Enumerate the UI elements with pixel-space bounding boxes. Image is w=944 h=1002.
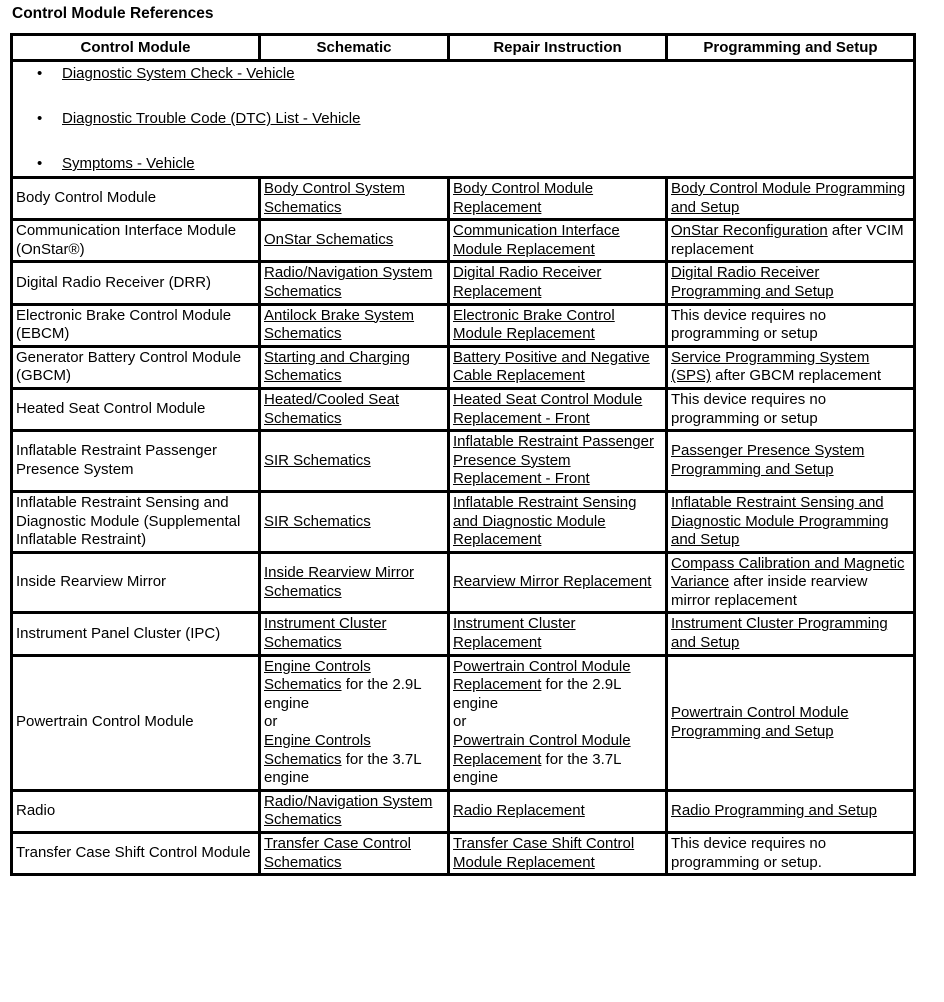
module-name-cell: Inside Rearview Mirror: [12, 552, 260, 613]
general-links-cell: [12, 61, 915, 178]
schematic-text: for the 2.9L engine: [264, 676, 422, 712]
programming-link[interactable]: Powertrain Control Module Programming and Setup: [671, 704, 849, 740]
repair-link[interactable]: Inflatable Restraint Passenger Presence System Replacement - Front: [453, 433, 654, 488]
programming-text: after inside rearview mirror replacement: [671, 573, 868, 609]
programming-link[interactable]: Compass Calibration and Magnetic Variance: [671, 554, 905, 591]
schematic-link[interactable]: Body Control System Schematics: [264, 180, 405, 216]
repair-link[interactable]: Transfer Case Shift Control Module Replacement: [453, 835, 635, 871]
header-repair-instruction: Repair Instruction: [449, 35, 667, 61]
schematic-link[interactable]: Transfer Case Control Schematics: [264, 835, 411, 871]
programming-link[interactable]: Radio Programming and Setup: [671, 802, 877, 820]
header-programming-setup: Programming and Setup: [667, 35, 915, 61]
schematic-link[interactable]: Radio/Navigation System Schematics: [264, 792, 433, 829]
schematic-link[interactable]: OnStar Schematics: [264, 231, 394, 249]
repair-link[interactable]: Instrument Cluster Replacement: [453, 615, 576, 652]
header-schematic: Schematic: [260, 35, 449, 61]
table-row: [12, 304, 915, 346]
programming-text: This device requires no programming or setup: [671, 306, 827, 343]
repair-link[interactable]: Digital Radio Receiver Replacement: [453, 264, 602, 300]
table-row: [12, 262, 915, 304]
general-link-item: [16, 109, 910, 128]
page-title: Control Module References: [12, 5, 214, 22]
table-row: [12, 178, 915, 220]
module-name-cell: Electronic Brake Control Module (EBCM): [12, 304, 260, 346]
programming-cell: [667, 346, 915, 388]
programming-cell: [667, 613, 915, 655]
repair-cell: [449, 833, 667, 875]
schematic-cell: [260, 388, 449, 430]
schematic-link[interactable]: SIR Schematics: [264, 451, 371, 469]
table-row: [12, 833, 915, 875]
schematic-cell: [260, 431, 449, 492]
repair-link[interactable]: Electronic Brake Control Module Replacement: [453, 306, 615, 343]
table-row: [12, 431, 915, 492]
programming-link[interactable]: Passenger Presence System Programming and Setup: [671, 442, 865, 479]
programming-link[interactable]: Inflatable Restraint Sensing and Diagnostic Module Programming and Setup: [671, 493, 889, 549]
dtc-list-link[interactable]: Diagnostic Trouble Code (DTC) List - Vehicle: [62, 110, 361, 127]
module-name-cell: Generator Battery Control Module (GBCM): [12, 346, 260, 388]
module-name-cell: Inflatable Restraint Passenger Presence System: [12, 431, 260, 492]
table-row: [12, 388, 915, 430]
module-name-cell: Body Control Module: [12, 178, 260, 220]
bullet-icon: •: [37, 155, 43, 172]
repair-text: or: [453, 713, 467, 731]
general-link-item: [16, 154, 910, 173]
repair-cell: [449, 178, 667, 220]
schematic-link[interactable]: Heated/Cooled Seat Schematics: [264, 390, 400, 427]
repair-link[interactable]: Communication Interface Module Replacement: [453, 222, 620, 258]
schematic-cell: [260, 613, 449, 655]
schematic-link[interactable]: Inside Rearview Mirror Schematics: [264, 563, 415, 600]
schematic-cell: [260, 304, 449, 346]
repair-cell: [449, 491, 667, 552]
module-name-cell: Instrument Panel Cluster (IPC): [12, 613, 260, 655]
general-link-item: [16, 64, 910, 83]
repair-cell: [449, 262, 667, 304]
module-name-cell: Radio: [12, 790, 260, 832]
programming-link[interactable]: Digital Radio Receiver Programming and Setup: [671, 264, 834, 300]
schematic-link[interactable]: Starting and Charging Schematics: [264, 348, 410, 385]
table-row: [12, 346, 915, 388]
repair-link[interactable]: Rearview Mirror Replacement: [453, 573, 652, 591]
repair-cell: [449, 220, 667, 262]
module-name-cell: Powertrain Control Module: [12, 655, 260, 790]
table-row: [12, 790, 915, 832]
programming-cell: [667, 655, 915, 790]
table-row: [12, 220, 915, 262]
repair-link[interactable]: Powertrain Control Module Replacement: [453, 732, 631, 768]
repair-cell: [449, 552, 667, 613]
repair-cell: [449, 388, 667, 430]
header-control-module: Control Module: [12, 35, 260, 61]
programming-cell: [667, 552, 915, 613]
repair-cell: [449, 790, 667, 832]
schematic-link[interactable]: Instrument Cluster Schematics: [264, 615, 387, 652]
programming-text: This device requires no programming or setup.: [671, 835, 827, 871]
programming-cell: [667, 491, 915, 552]
diagnostic-system-check-link[interactable]: Diagnostic System Check - Vehicle: [62, 65, 295, 82]
schematic-link[interactable]: SIR Schematics: [264, 512, 371, 530]
schematic-cell: [260, 790, 449, 832]
schematic-cell: [260, 220, 449, 262]
repair-text: for the 3.7L engine: [453, 750, 621, 787]
repair-link[interactable]: Powertrain Control Module Replacement: [453, 657, 631, 694]
control-module-table: [10, 33, 916, 876]
programming-cell: [667, 304, 915, 346]
programming-link[interactable]: Body Control Module Programming and Setup: [671, 180, 906, 216]
bullet-icon: •: [37, 65, 43, 82]
schematic-link[interactable]: Antilock Brake System Schematics: [264, 306, 415, 343]
table-row: [12, 491, 915, 552]
schematic-cell: [260, 833, 449, 875]
schematic-link[interactable]: Engine Controls Schematics: [264, 657, 371, 694]
schematic-cell: [260, 262, 449, 304]
programming-cell: [667, 790, 915, 832]
schematic-cell: [260, 346, 449, 388]
programming-cell: [667, 262, 915, 304]
repair-cell: [449, 346, 667, 388]
repair-link[interactable]: Inflatable Restraint Sensing and Diagnostic Module Replacement: [453, 493, 637, 549]
repair-link[interactable]: Radio Replacement: [453, 802, 585, 820]
repair-text: for the 2.9L engine: [453, 676, 621, 712]
schematic-cell: [260, 491, 449, 552]
repair-cell: [449, 304, 667, 346]
table-row: [12, 552, 915, 613]
programming-text: after VCIM replacement: [671, 222, 904, 258]
repair-link[interactable]: Heated Seat Control Module Replacement - Front: [453, 390, 643, 427]
module-name-cell: Inflatable Restraint Sensing and Diagnostic Module (Supplemental Inflatable Restraint): [12, 491, 260, 552]
table-row: [12, 655, 915, 790]
programming-cell: [667, 431, 915, 492]
table-row: [12, 613, 915, 655]
programming-cell: [667, 220, 915, 262]
programming-text: This device requires no programming or setup: [671, 390, 827, 427]
bullet-icon: •: [37, 110, 43, 127]
programming-cell: [667, 833, 915, 875]
schematic-cell: [260, 178, 449, 220]
repair-link[interactable]: Battery Positive and Negative Cable Replacement: [453, 348, 650, 385]
symptoms-link[interactable]: Symptoms - Vehicle: [62, 155, 195, 172]
general-links-row: [12, 61, 915, 178]
programming-cell: [667, 388, 915, 430]
table-header-row: [12, 35, 915, 61]
module-name-cell: Heated Seat Control Module: [12, 388, 260, 430]
repair-cell: [449, 613, 667, 655]
programming-text: after GBCM replacement: [711, 367, 882, 385]
schematic-cell: [260, 552, 449, 613]
repair-link[interactable]: Body Control Module Replacement: [453, 180, 594, 216]
module-name-cell: Transfer Case Shift Control Module: [12, 833, 260, 875]
schematic-text: or: [264, 713, 278, 731]
schematic-link[interactable]: Engine Controls Schematics: [264, 732, 371, 768]
repair-cell: [449, 431, 667, 492]
schematic-text: for the 3.7L engine: [264, 750, 422, 787]
programming-link[interactable]: Service Programming System (SPS): [671, 348, 870, 385]
programming-link[interactable]: OnStar Reconfiguration: [671, 222, 828, 240]
programming-link[interactable]: Instrument Cluster Programming and Setup: [671, 615, 888, 652]
module-name-cell: Digital Radio Receiver (DRR): [12, 262, 260, 304]
repair-cell: [449, 655, 667, 790]
module-name-cell: Communication Interface Module (OnStar®): [12, 220, 260, 262]
general-links-list: [16, 64, 910, 173]
schematic-cell: [260, 655, 449, 790]
schematic-link[interactable]: Radio/Navigation System Schematics: [264, 264, 433, 300]
programming-cell: [667, 178, 915, 220]
